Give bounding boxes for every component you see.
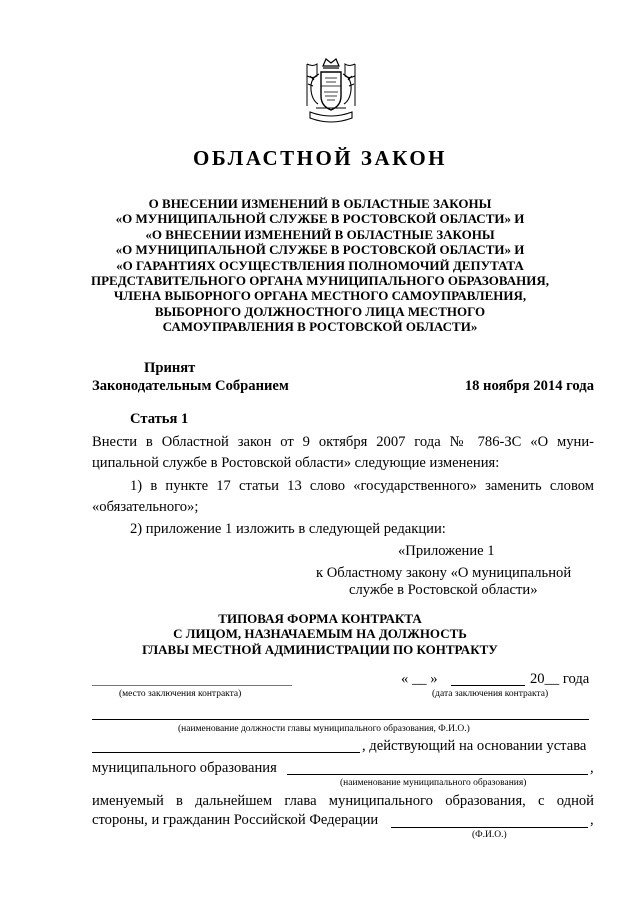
article-intro-line: Внести в Областной закон от 9 октября 2007 года № 786-ЗС «О муни-: [92, 434, 594, 450]
adopted-body: Законодательным Собранием: [92, 378, 289, 394]
form-title-line: ГЛАВЫ МЕСТНОЙ АДМИНИСТРАЦИИ ПО КОНТРАКТУ: [142, 641, 498, 657]
document-title: ОБЛАСТНОЙ ЗАКОН: [192, 146, 447, 170]
party-line: стороны, и гражданин Российской Федерации: [92, 812, 379, 828]
subtitle-line: «О МУНИЦИПАЛЬНОЙ СЛУЖБЕ В РОСТОВСКОЙ ОБЛАСТИ» И: [115, 242, 525, 258]
municipal-name-field[interactable]: [287, 774, 588, 775]
date-day: « __ »: [401, 671, 438, 687]
municipal-label: муниципального образования: [92, 760, 277, 776]
acting-basis-text: , действующий на основании устава: [362, 738, 587, 754]
subtitle-line: ПРЕДСТАВИТЕЛЬНОГО ОРГАНА МУНИЦИПАЛЬНОГО ОБРАЗОВАНИЯ,: [91, 273, 549, 289]
article-item-1-cont: «обязательного»;: [92, 499, 199, 515]
appendix-ref-line: к Областному закону «О муниципальной: [316, 565, 572, 581]
place-caption: (место заключения контракта): [119, 689, 242, 699]
form-title-line: ТИПОВАЯ ФОРМА КОНТРАКТА: [218, 611, 422, 626]
law-subtitle: [80, 196, 560, 335]
position-caption: (наименование должности главы муниципального образования, Ф.И.О.): [178, 724, 470, 734]
municipal-comma: ,: [590, 760, 594, 776]
place-field[interactable]: [92, 685, 292, 686]
date-year: 20__ года: [530, 671, 590, 687]
article-intro-line: ципальной службе в Ростовской области» следующие изменения:: [92, 455, 500, 471]
appendix-ref-line: службе в Ростовской области»: [349, 582, 538, 598]
coat-of-arms-icon: [302, 56, 360, 130]
article-item-1: 1) в пункте 17 статьи 13 слово «государственного» заменить словом: [130, 478, 594, 494]
article-heading: Статья 1: [130, 411, 189, 427]
party-line: именуемый в дальнейшем глава муниципального образования, с одной: [92, 793, 594, 809]
municipal-caption: (наименование муниципального образования): [340, 778, 527, 788]
subtitle-line: О ВНЕСЕНИИ ИЗМЕНЕНИЙ В ОБЛАСТНЫЕ ЗАКОНЫ: [148, 196, 492, 211]
subtitle-line: ВЫБОРНОГО ДОЛЖНОСТНОГО ЛИЦА МЕСТНОГО: [154, 303, 486, 319]
position-field-continued[interactable]: [92, 752, 360, 753]
form-title-line: С ЛИЦОМ, НАЗНАЧАЕМЫМ НА ДОЛЖНОСТЬ: [173, 626, 467, 642]
date-month-field[interactable]: [451, 685, 525, 686]
subtitle-line: «О МУНИЦИПАЛЬНОЙ СЛУЖБЕ В РОСТОВСКОЙ ОБЛАСТИ» И: [115, 211, 525, 227]
form-title: [0, 611, 640, 657]
adopted-label: Принят: [144, 360, 196, 376]
appendix-label: «Приложение 1: [398, 543, 495, 559]
date-caption: (дата заключения контракта): [432, 689, 549, 699]
party-comma: ,: [590, 812, 594, 828]
subtitle-line: ЧЛЕНА ВЫБОРНОГО ОРГАНА МЕСТНОГО САМОУПРАВЛЕНИЯ,: [113, 288, 527, 304]
fio-caption: (Ф.И.О.): [472, 830, 507, 840]
adopted-date: 18 ноября 2014 года: [464, 378, 594, 394]
subtitle-line: «О ВНЕСЕНИИ ИЗМЕНЕНИЙ В ОБЛАСТНЫЕ ЗАКОНЫ: [145, 226, 495, 242]
article-item-2: 2) приложение 1 изложить в следующей редакции:: [130, 521, 446, 537]
subtitle-line: САМОУПРАВЛЕНИЯ В РОСТОВСКОЙ ОБЛАСТИ»: [162, 319, 478, 335]
subtitle-line: «О ГАРАНТИЯХ ОСУЩЕСТВЛЕНИЯ ПОЛНОМОЧИЙ ДЕПУТАТА: [116, 257, 524, 273]
citizen-name-field[interactable]: [391, 827, 588, 828]
position-field[interactable]: [92, 719, 589, 720]
